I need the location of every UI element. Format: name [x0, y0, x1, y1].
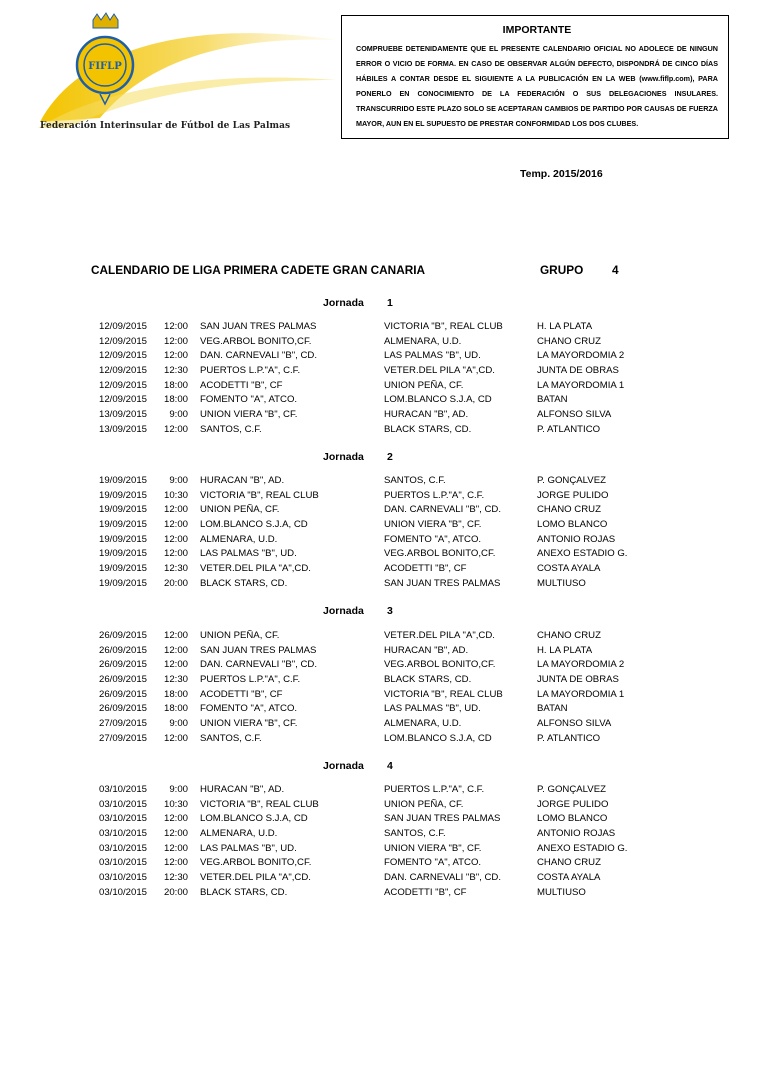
- match-time: 12:00: [163, 335, 188, 347]
- match-venue: ANTONIO ROJAS: [537, 533, 616, 545]
- match-date: 12/09/2015: [99, 321, 148, 332]
- away-team: UNION PEÑA, CF.: [384, 379, 464, 391]
- fixture-row: [0, 534, 768, 549]
- away-team: BLACK STARS, CD.: [384, 673, 472, 685]
- match-date: 19/09/2015: [99, 562, 148, 574]
- away-team: VETER.DEL PILA "A",CD.: [384, 630, 495, 641]
- match-venue: LA MAYORDOMIA 1: [537, 379, 625, 391]
- home-team: PUERTOS L.P."A", C.F.: [200, 673, 301, 685]
- jornada-header: [0, 451, 768, 467]
- home-team: VEG.ARBOL BONITO,CF.: [200, 335, 312, 347]
- match-time: 18:00: [163, 379, 188, 391]
- match-time: 12:00: [163, 321, 188, 332]
- match-time: 12:00: [163, 644, 188, 656]
- home-team: FOMENTO "A", ATCO.: [200, 703, 298, 715]
- home-team: HURACAN "B", AD.: [200, 784, 285, 795]
- jornada-label: Jornada: [323, 605, 364, 617]
- away-team: SAN JUAN TRES PALMAS: [384, 577, 501, 589]
- match-time: 12:30: [163, 871, 188, 883]
- fixture-row: [0, 365, 768, 380]
- match-venue: CHANO CRUZ: [537, 630, 601, 641]
- match-time: 12:00: [163, 504, 188, 516]
- away-team: LAS PALMAS "B", UD.: [384, 350, 481, 362]
- home-team: VEG.ARBOL BONITO,CF.: [200, 857, 312, 869]
- away-team: ACODETTI "B", CF: [384, 562, 467, 574]
- away-team: SAN JUAN TRES PALMAS: [384, 813, 501, 825]
- match-date: 26/09/2015: [99, 630, 148, 641]
- match-venue: H. LA PLATA: [537, 321, 593, 332]
- fixture-row: [0, 548, 768, 563]
- match-date: 13/09/2015: [99, 408, 148, 420]
- match-time: 12:00: [163, 423, 188, 435]
- fixture-row: [0, 703, 768, 718]
- match-venue: JORGE PULIDO: [537, 489, 609, 501]
- home-team: DAN. CARNEVALI "B", CD.: [200, 350, 317, 362]
- jornada-header: [0, 297, 768, 313]
- fixture-row: [0, 630, 768, 645]
- match-venue: JORGE PULIDO: [537, 798, 609, 810]
- match-date: 12/09/2015: [99, 335, 148, 347]
- home-team: ALMENARA, U.D.: [200, 533, 278, 545]
- match-time: 12:30: [163, 562, 188, 574]
- away-team: LAS PALMAS "B", UD.: [384, 703, 481, 715]
- match-time: 12:00: [163, 813, 188, 825]
- home-team: SAN JUAN TRES PALMAS: [200, 321, 317, 332]
- fixture-row: [0, 674, 768, 689]
- away-team: LOM.BLANCO S.J.A, CD: [384, 732, 492, 744]
- match-time: 18:00: [163, 688, 188, 700]
- match-venue: ANTONIO ROJAS: [537, 827, 616, 839]
- jornada-number: 3: [387, 605, 393, 617]
- match-time: 18:00: [163, 703, 188, 715]
- away-team: VETER.DEL PILA "A",CD.: [384, 364, 495, 376]
- fixture-row: [0, 828, 768, 843]
- home-team: LOM.BLANCO S.J.A, CD: [200, 518, 308, 530]
- group-number: 4: [612, 263, 619, 277]
- important-notice-box: [341, 15, 729, 139]
- match-time: 12:30: [163, 364, 188, 376]
- fixture-row: [0, 689, 768, 704]
- group-label: GRUPO: [540, 263, 584, 277]
- season-label: Temp. 2015/2016: [520, 168, 603, 180]
- home-team: LAS PALMAS "B", UD.: [200, 842, 297, 854]
- match-venue: ANEXO ESTADIO G.: [537, 842, 628, 854]
- home-team: SANTOS, C.F.: [200, 423, 262, 435]
- match-venue: ALFONSO SILVA: [537, 408, 612, 420]
- match-date: 19/09/2015: [99, 489, 148, 501]
- match-date: 12/09/2015: [99, 350, 148, 362]
- match-date: 03/10/2015: [99, 871, 148, 883]
- match-date: 19/09/2015: [99, 533, 148, 545]
- match-venue: MULTIUSO: [537, 886, 586, 898]
- away-team: UNION VIERA "B", CF.: [384, 518, 482, 530]
- match-time: 10:30: [163, 489, 188, 501]
- match-venue: P. GONÇALVEZ: [537, 784, 606, 795]
- away-team: PUERTOS L.P."A", C.F.: [384, 784, 485, 795]
- notice-title: IMPORTANTE: [502, 24, 572, 36]
- fixture-row: [0, 321, 768, 336]
- match-venue: JUNTA DE OBRAS: [537, 673, 619, 685]
- away-team: FOMENTO "A", ATCO.: [384, 533, 482, 545]
- away-team: VICTORIA "B", REAL CLUB: [384, 688, 503, 700]
- fixture-row: [0, 409, 768, 424]
- match-date: 26/09/2015: [99, 644, 148, 656]
- match-time: 18:00: [163, 394, 188, 406]
- match-date: 12/09/2015: [99, 364, 148, 376]
- home-team: VETER.DEL PILA "A",CD.: [200, 562, 311, 574]
- match-venue: ALFONSO SILVA: [537, 717, 612, 729]
- match-venue: COSTA AYALA: [537, 562, 601, 574]
- fixture-row: [0, 843, 768, 858]
- home-team: ACODETTI "B", CF: [200, 379, 283, 391]
- home-team: VICTORIA "B", REAL CLUB: [200, 489, 319, 501]
- match-date: 03/10/2015: [99, 813, 148, 825]
- away-team: UNION VIERA "B", CF.: [384, 842, 482, 854]
- home-team: DAN. CARNEVALI "B", CD.: [200, 659, 317, 671]
- logo-lettering: FIFLP: [88, 61, 122, 72]
- home-team: UNION VIERA "B", CF.: [200, 408, 298, 420]
- away-team: VEG.ARBOL BONITO,CF.: [384, 548, 496, 560]
- match-date: 03/10/2015: [99, 857, 148, 869]
- jornada-number: 4: [387, 760, 393, 772]
- away-team: SANTOS, C.F.: [384, 475, 446, 486]
- home-team: LAS PALMAS "B", UD.: [200, 548, 297, 560]
- away-team: PUERTOS L.P."A", C.F.: [384, 489, 485, 501]
- away-team: FOMENTO "A", ATCO.: [384, 857, 482, 869]
- home-team: VETER.DEL PILA "A",CD.: [200, 871, 311, 883]
- match-time: 12:00: [163, 659, 188, 671]
- match-date: 12/09/2015: [99, 379, 148, 391]
- federation-name: Federación Interinsular de Fútbol de Las Palmas: [40, 121, 291, 131]
- match-venue: JUNTA DE OBRAS: [537, 364, 619, 376]
- home-team: BLACK STARS, CD.: [200, 577, 288, 589]
- fixture-row: [0, 490, 768, 505]
- match-time: 12:00: [163, 732, 188, 744]
- fixture-row: [0, 336, 768, 351]
- fixture-row: [0, 563, 768, 578]
- home-team: SANTOS, C.F.: [200, 732, 262, 744]
- match-time: 12:00: [163, 518, 188, 530]
- notice-text: COMPRUEBE DETENIDAMENTE QUE EL PRESENTE CALENDARIO OFICIAL NO ADOLECE DE NINGUN ERROR O VICIO DE FORMA. EN CASO DE OBSERVAR ALGÚN DEFECTO, DISPONDRÁ DE CINCO DÍAS HÁBILES A CONTAR DESDE EL SIGUIENTE A LA PUBLICACIÓN EN LA WEB (www.fiflp.com), PARA PONERLO EN CONOCIMIENTO DE LA FEDERACIÓN O SUS DELEGACIONES INSULARES. TRANSCURRIDO ESTE PLAZO SOLO SE ACEPTARAN CAMBIOS DE PARTIDO POR CAUSAS DE FUERZA MAYOR, AUN EN EL SUPUESTO DE PRESTAR CONFORMIDAD LOS DOS CLUBES.: [356, 44, 718, 128]
- match-venue: LOMO BLANCO: [537, 813, 608, 825]
- match-time: 12:00: [163, 842, 188, 854]
- match-time: 12:00: [163, 857, 188, 869]
- jornada-header: [0, 605, 768, 621]
- match-time: 12:00: [163, 533, 188, 545]
- jornada-number: 2: [387, 451, 393, 463]
- home-team: UNION PEÑA, CF.: [200, 630, 280, 641]
- match-time: 20:00: [163, 577, 188, 589]
- match-venue: LOMO BLANCO: [537, 518, 608, 530]
- fixture-row: [0, 475, 768, 490]
- away-team: ACODETTI "B", CF: [384, 886, 467, 898]
- match-date: 03/10/2015: [99, 784, 148, 795]
- page-title: CALENDARIO DE LIGA PRIMERA CADETE GRAN CANARIA: [91, 263, 426, 277]
- fixture-row: [0, 799, 768, 814]
- match-date: 26/09/2015: [99, 659, 148, 671]
- match-time: 10:30: [163, 798, 188, 810]
- match-venue: P. ATLANTICO: [537, 423, 601, 435]
- away-team: UNION PEÑA, CF.: [384, 798, 464, 810]
- fixture-row: [0, 350, 768, 365]
- match-date: 27/09/2015: [99, 732, 148, 744]
- match-venue: P. ATLANTICO: [537, 732, 601, 744]
- away-team: DAN. CARNEVALI "B", CD.: [384, 504, 501, 516]
- fixture-row: [0, 424, 768, 439]
- match-date: 03/10/2015: [99, 827, 148, 839]
- match-time: 12:00: [163, 548, 188, 560]
- match-time: 9:00: [169, 717, 188, 729]
- away-team: LOM.BLANCO S.J.A, CD: [384, 394, 492, 406]
- match-date: 19/09/2015: [99, 548, 148, 560]
- match-date: 03/10/2015: [99, 886, 148, 898]
- home-team: SAN JUAN TRES PALMAS: [200, 644, 317, 656]
- match-venue: BATAN: [537, 703, 568, 715]
- away-team: ALMENARA, U.D.: [384, 335, 462, 347]
- home-team: LOM.BLANCO S.J.A, CD: [200, 813, 308, 825]
- match-time: 12:00: [163, 350, 188, 362]
- match-date: 26/09/2015: [99, 673, 148, 685]
- fixture-row: [0, 718, 768, 733]
- home-team: PUERTOS L.P."A", C.F.: [200, 364, 301, 376]
- jornada-label: Jornada: [323, 297, 364, 309]
- match-time: 12:30: [163, 673, 188, 685]
- fixture-row: [0, 872, 768, 887]
- match-date: 03/10/2015: [99, 798, 148, 810]
- match-date: 13/09/2015: [99, 423, 148, 435]
- match-time: 12:00: [163, 827, 188, 839]
- fixture-row: [0, 857, 768, 872]
- match-time: 9:00: [169, 408, 188, 420]
- fixture-row: [0, 645, 768, 660]
- fixture-row: [0, 380, 768, 395]
- away-team: VICTORIA "B", REAL CLUB: [384, 321, 503, 332]
- away-team: HURACAN "B", AD.: [384, 644, 469, 656]
- home-team: HURACAN "B", AD.: [200, 475, 285, 486]
- fixture-row: [0, 504, 768, 519]
- match-venue: COSTA AYALA: [537, 871, 601, 883]
- away-team: ALMENARA, U.D.: [384, 717, 462, 729]
- match-date: 19/09/2015: [99, 577, 148, 589]
- match-date: 19/09/2015: [99, 475, 148, 486]
- match-venue: BATAN: [537, 394, 568, 406]
- match-venue: CHANO CRUZ: [537, 857, 601, 869]
- fixture-row: [0, 784, 768, 799]
- home-team: BLACK STARS, CD.: [200, 886, 288, 898]
- fixture-row: [0, 659, 768, 674]
- away-team: SANTOS, C.F.: [384, 827, 446, 839]
- fixture-row: [0, 394, 768, 409]
- away-team: HURACAN "B", AD.: [384, 408, 469, 420]
- fixture-row: [0, 519, 768, 534]
- fixture-row: [0, 578, 768, 593]
- home-team: FOMENTO "A", ATCO.: [200, 394, 298, 406]
- match-date: 27/09/2015: [99, 717, 148, 729]
- away-team: BLACK STARS, CD.: [384, 423, 472, 435]
- away-team: VEG.ARBOL BONITO,CF.: [384, 659, 496, 671]
- match-venue: LA MAYORDOMIA 2: [537, 659, 625, 671]
- home-team: ACODETTI "B", CF: [200, 688, 283, 700]
- match-venue: P. GONÇALVEZ: [537, 475, 606, 486]
- fixture-row: [0, 733, 768, 748]
- match-date: 26/09/2015: [99, 703, 148, 715]
- match-venue: CHANO CRUZ: [537, 335, 601, 347]
- match-time: 9:00: [169, 475, 188, 486]
- match-venue: MULTIUSO: [537, 577, 586, 589]
- home-team: VICTORIA "B", REAL CLUB: [200, 798, 319, 810]
- jornada-label: Jornada: [323, 451, 364, 463]
- home-team: UNION PEÑA, CF.: [200, 504, 280, 516]
- match-date: 26/09/2015: [99, 688, 148, 700]
- jornada-label: Jornada: [323, 760, 364, 772]
- match-venue: LA MAYORDOMIA 1: [537, 688, 625, 700]
- home-team: UNION VIERA "B", CF.: [200, 717, 298, 729]
- match-date: 19/09/2015: [99, 518, 148, 530]
- match-venue: CHANO CRUZ: [537, 504, 601, 516]
- jornada-number: 1: [387, 297, 393, 309]
- match-time: 20:00: [163, 886, 188, 898]
- match-time: 12:00: [163, 630, 188, 641]
- fixture-row: [0, 887, 768, 902]
- match-time: 9:00: [169, 784, 188, 795]
- fixture-row: [0, 813, 768, 828]
- home-team: ALMENARA, U.D.: [200, 827, 278, 839]
- match-venue: LA MAYORDOMIA 2: [537, 350, 625, 362]
- match-venue: ANEXO ESTADIO G.: [537, 548, 628, 560]
- match-date: 19/09/2015: [99, 504, 148, 516]
- match-date: 03/10/2015: [99, 842, 148, 854]
- match-date: 12/09/2015: [99, 394, 148, 406]
- match-venue: H. LA PLATA: [537, 644, 593, 656]
- away-team: DAN. CARNEVALI "B", CD.: [384, 871, 501, 883]
- jornada-header: [0, 760, 768, 776]
